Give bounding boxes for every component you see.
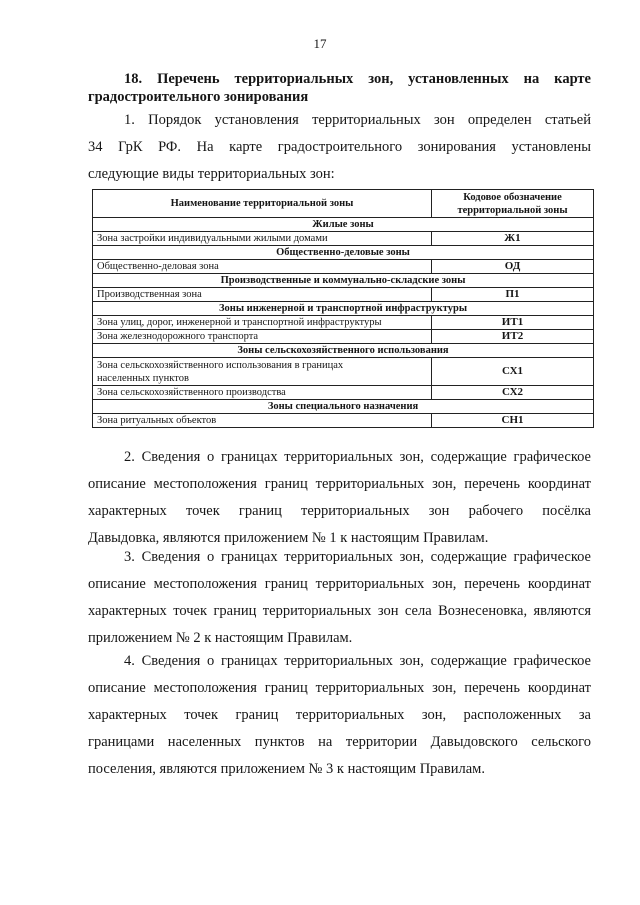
zone-name: Зона улиц, дорог, инженерной и транспортной инфраструктуры xyxy=(93,316,432,330)
paragraph-line: 3. Сведения о границах территориальных зон, содержащие графическое xyxy=(124,549,591,565)
group-title: Зоны специального назначения xyxy=(93,400,594,414)
zone-code: ИТ2 xyxy=(432,330,594,344)
table-row xyxy=(93,414,594,428)
page-number: 17 xyxy=(313,36,327,51)
zone-name: Производственная зона xyxy=(93,288,432,302)
table-row xyxy=(93,330,594,344)
zone-code: СХ2 xyxy=(432,386,594,400)
table-group-row xyxy=(93,344,594,358)
paragraph-line: описание местоположения границ территориальных зон, перечень координат xyxy=(88,576,591,592)
paragraph-4 xyxy=(88,648,591,783)
table-row xyxy=(93,386,594,400)
zone-name xyxy=(93,358,432,386)
table-row xyxy=(93,232,594,246)
zone-name-line: Зона сельскохозяйственного использования в границах xyxy=(97,359,344,371)
zone-name: Зона сельскохозяйственного производства xyxy=(93,386,432,400)
paragraph-line: поселения, являются приложением № 3 к настоящим Правилам. xyxy=(88,761,485,777)
table-group-row xyxy=(93,274,594,288)
zone-name: Зона железнодорожного транспорта xyxy=(93,330,432,344)
table-row xyxy=(93,288,594,302)
group-title: Общественно-деловые зоны xyxy=(93,246,594,260)
paragraph-line: границами населенных пунктов на территории Давыдовского сельского xyxy=(88,734,591,750)
zone-name: Общественно-деловая зона xyxy=(93,260,432,274)
group-title: Зоны инженерной и транспортной инфраструктуры xyxy=(93,302,594,316)
table-row xyxy=(93,260,594,274)
paragraph-line: 34 ГрК РФ. На карте градостроительного зонирования установлены xyxy=(88,139,591,155)
paragraph-line: 1. Порядок установления территориальных зон определен статьей xyxy=(124,112,591,128)
paragraph-line: характерных точек границ территориальных зон села Вознесеновка, являются xyxy=(88,603,591,619)
table-group-row xyxy=(93,400,594,414)
table-group-row xyxy=(93,218,594,232)
paragraph-line: описание местоположения границ территориальных зон, перечень координат xyxy=(88,476,591,492)
header-zone-code-line: территориальной зоны xyxy=(457,204,568,216)
zone-code: СН1 xyxy=(432,414,594,428)
paragraph-line: Давыдовка, являются приложением № 1 к настоящим Правилам. xyxy=(88,530,489,546)
paragraph-2 xyxy=(88,444,591,552)
zone-name: Зона ритуальных объектов xyxy=(93,414,432,428)
paragraph-line: приложением № 2 к настоящим Правилам. xyxy=(88,630,353,646)
group-title: Жилые зоны xyxy=(93,218,594,232)
table-group-row xyxy=(93,246,594,260)
section-heading-line: 18. Перечень территориальных зон, установленных на карте xyxy=(124,71,591,87)
section-heading xyxy=(88,70,591,106)
table-row xyxy=(93,358,594,386)
header-zone-code-line: Кодовое обозначение xyxy=(463,191,562,203)
table-group-row xyxy=(93,302,594,316)
paragraph-line: 4. Сведения о границах территориальных зон, содержащие графическое xyxy=(124,653,591,669)
zone-code: СХ1 xyxy=(432,358,594,386)
zone-code: Ж1 xyxy=(432,232,594,246)
section-heading-line: градостроительного зонирования xyxy=(88,89,309,105)
paragraph-line: 2. Сведения о границах территориальных зон, содержащие графическое xyxy=(124,449,591,465)
paragraph-3 xyxy=(88,544,591,652)
zone-name: Зона застройки индивидуальными жилыми домами xyxy=(93,232,432,246)
group-title: Производственные и коммунально-складские зоны xyxy=(93,274,594,288)
header-zone-name: Наименование территориальной зоны xyxy=(93,190,432,218)
group-title: Зоны сельскохозяйственного использования xyxy=(93,344,594,358)
zone-name-line: населенных пунктов xyxy=(97,372,189,384)
zone-code: ИТ1 xyxy=(432,316,594,330)
table-row xyxy=(93,316,594,330)
header-zone-code xyxy=(432,190,594,218)
paragraph-line: характерных точек границ территориальных зон рабочего посёлка xyxy=(88,503,591,519)
paragraph-line: описание местоположения границ территориальных зон, перечень координат xyxy=(88,680,591,696)
zone-code: ОД xyxy=(432,260,594,274)
paragraph-line: следующие виды территориальных зон: xyxy=(88,166,335,182)
table-header-row xyxy=(93,190,594,218)
zone-code: П1 xyxy=(432,288,594,302)
paragraph-line: характерных точек границ территориальных зон, расположенных за xyxy=(88,707,591,723)
paragraph-1 xyxy=(88,107,591,188)
zones-table xyxy=(92,189,594,428)
